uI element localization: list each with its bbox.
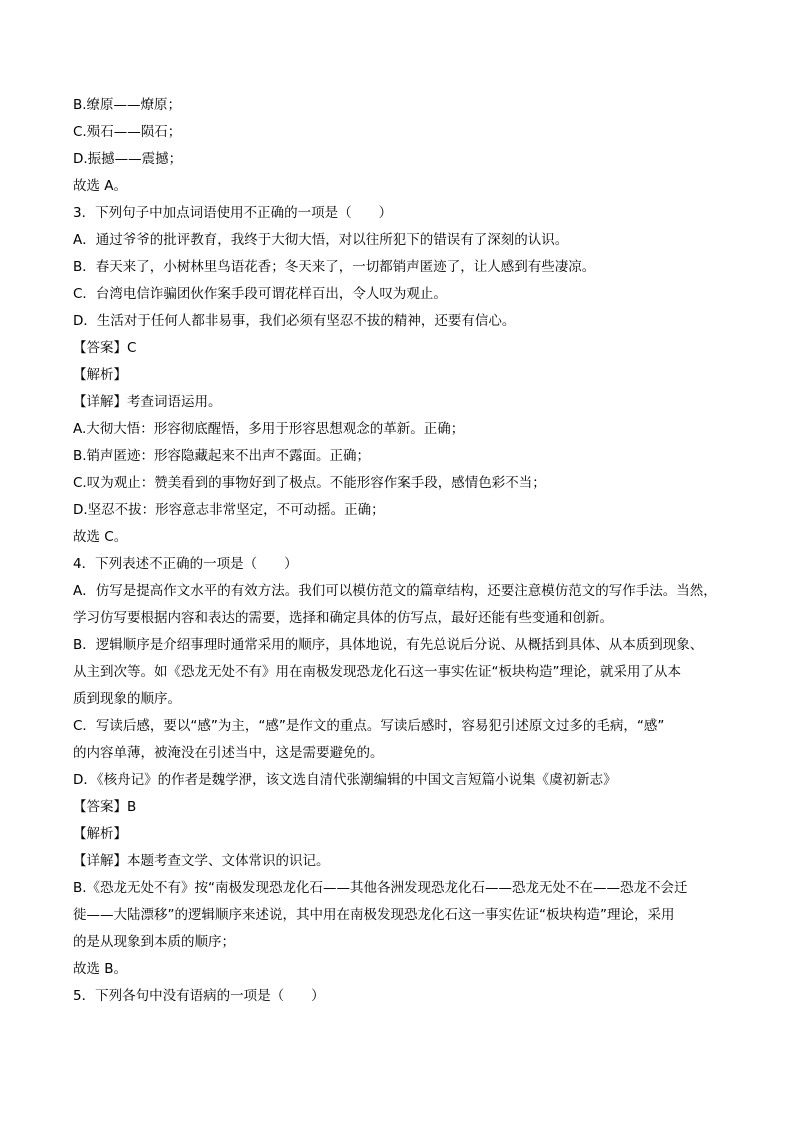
text-line: A.大彻大悟：形容彻底醒悟，多用于形容思想观念的革新。正确； [73, 421, 465, 437]
text-line: B.缭原——燎原； [73, 97, 182, 113]
text-line: A．通过爷爷的批评教育，我终于大彻大悟，对以往所犯下的错误有了深刻的认识。 [73, 232, 569, 248]
text-line: 【详解】考查词语运用。 [73, 394, 222, 410]
text-line: D.坚忍不拔：形容意志非常坚定，不可动摇。正确； [73, 502, 385, 518]
text-line: D．生活对于任何人都非易事，我们必须有坚忍不拔的精神，还要有信心。 [73, 313, 516, 329]
text-line: 的是从现象到本质的顺序； [73, 934, 235, 950]
text-line: B.《恐龙无处不有》按“南极发现恐龙化石——其他各洲发现恐龙化石——恐龙无处不在——恐龙不会迁 [73, 880, 688, 896]
text-line: C.叹为观止：赞美看到的事物好到了极点。不能形容作案手段，感情色彩不当； [73, 475, 546, 491]
text-line: 3．下列句子中加点词语使用不正确的一项是（ ） [73, 205, 393, 221]
text-line: 的内容单薄，被淹没在引述当中，这是需要避免的。 [73, 745, 384, 761]
text-line: 4．下列表述不正确的一项是（ ） [73, 556, 298, 572]
text-line: A．仿写是提高作文水平的有效方法。我们可以模仿范文的篇章结构，还要注意模仿范文的写作手法。当然， [73, 583, 717, 599]
text-line: 故选 C。 [73, 529, 128, 545]
text-line: B．逻辑顺序是介绍事理时通常采用的顺序，具体地说，有先总说后分说、从概括到具体、从本质到现象、 [73, 637, 704, 653]
text-line: B.销声匿迹：形容隐藏起来不出声不露面。正确； [73, 448, 371, 464]
text-line: 【答案】C [73, 340, 137, 356]
text-line: 从主到次等。如《恐龙无处不有》用在南极发现恐龙化石这一事实佐证“板块构造”理论，就采用了从本 [73, 664, 681, 680]
text-line: 【答案】B [73, 799, 137, 815]
text-line: D．《核舟记》的作者是魏学洢，该文选自清代张潮编辑的中国文言短篇小说集《虞初新志》 [73, 772, 617, 788]
text-line: 故选 A。 [73, 178, 128, 194]
text-line: 5．下列各句中没有语病的一项是（ ） [73, 988, 325, 1004]
text-line: C.殒石——陨石； [73, 124, 182, 140]
text-line: 学习仿写要根据内容和表达的需要，选择和确定具体的仿写点，最好还能有些变通和创新。 [73, 610, 613, 626]
text-line: 【详解】本题考查文学、文体常识的识记。 [73, 853, 330, 869]
text-line: B．春天来了，小树林里鸟语花香；冬天来了，一切都销声匿迹了，让人感到有些凄凉。 [73, 259, 596, 275]
text-line: 【解析】 [73, 367, 127, 383]
text-line: D.振撼——震撼； [73, 151, 183, 167]
text-line: 故选 B。 [73, 961, 128, 977]
text-line: C．写读后感，要以“感”为主，“感”是作文的重点。写读后感时，容易犯引述原文过多的毛病，“感” [73, 718, 665, 734]
text-line: 徙——大陆漂移”的逻辑顺序来述说，其中用在南极发现恐龙化石这一事实佐证“板块构造”理论，采用 [73, 907, 675, 923]
text-line: 质到现象的顺序。 [73, 691, 181, 707]
document-body [73, 92, 723, 1010]
text-line: C．台湾电信诈骗团伙作案手段可谓花样百出，令人叹为观止。 [73, 286, 447, 302]
text-line: 【解析】 [73, 826, 127, 842]
